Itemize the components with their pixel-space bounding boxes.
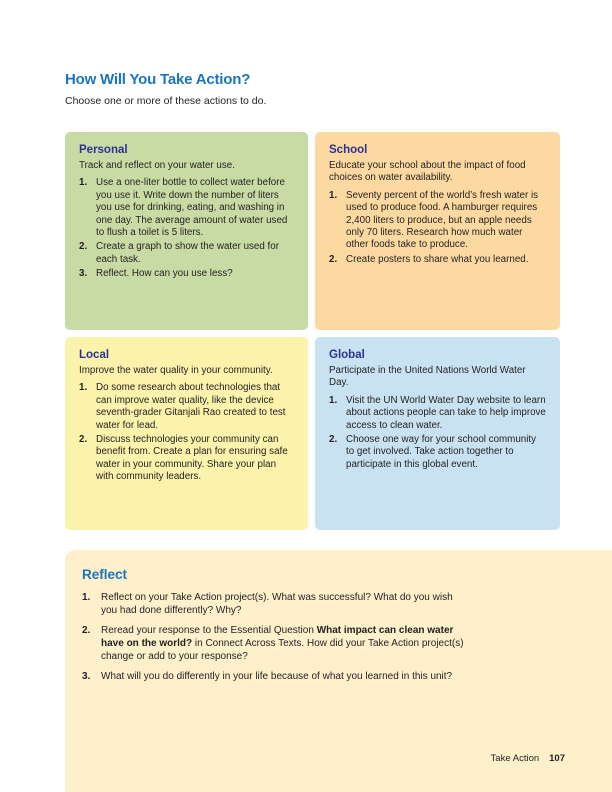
item-text: Create a graph to show the water used for each task. xyxy=(96,241,279,265)
item-number: 1. xyxy=(79,177,88,189)
item-text: Do some research about technologies that can improve water quality, like the device seventh-grader Gitanjali Rao created to test water for lead. xyxy=(96,382,286,431)
list-item xyxy=(79,177,294,239)
box-intro: Improve the water quality in your community. xyxy=(79,365,273,376)
box-list xyxy=(329,395,546,471)
item-text-pre: Reflect on your Take Action project(s). What was successful? What do you wish you had done differently? Why? xyxy=(101,592,453,616)
item-number: 2. xyxy=(79,434,88,446)
box-list xyxy=(79,177,294,280)
item-text: Choose one way for your school community to get involved. Take action together to participate in this global event. xyxy=(346,434,537,470)
item-text: Seventy percent of the world’s fresh water is used to produce food. A hamburger requires 2,400 liters to produce, but an apple needs only 70 liters. Research how much water other foods take to produce. xyxy=(346,189,539,251)
item-text: Discuss technologies your community can benefit from. Create a plan for ensuring safe water in your community. Share your plan with community leaders. xyxy=(96,434,288,483)
box-intro: Educate your school about the impact of food choices on water availability. xyxy=(329,160,526,184)
action-box-school xyxy=(315,132,560,330)
item-text-pre: Reread your response to the Essential Question xyxy=(101,625,317,636)
item-text: Create posters to share what you learned. xyxy=(346,253,529,265)
item-text: Use a one-liter bottle to collect water before you use it. Write down the number of liters you use for drinking, eating, and washing in one day. The average amount of water used to flush a toilet is 5 liters. xyxy=(96,177,288,239)
list-item xyxy=(82,591,464,617)
item-text: Reflect. How can you use less? xyxy=(96,268,233,280)
item-number: 3. xyxy=(82,671,91,682)
list-item xyxy=(79,241,294,266)
item-number: 2. xyxy=(82,625,91,636)
item-text xyxy=(101,591,464,617)
item-number: 2. xyxy=(79,241,88,253)
item-text xyxy=(101,624,464,663)
list-item xyxy=(329,190,546,252)
item-text-bold: What impact can clean water have on the world? xyxy=(101,625,454,649)
page-subtitle: Choose one or more of these actions to do. xyxy=(65,95,267,107)
list-item xyxy=(79,434,294,484)
list-item xyxy=(82,670,464,683)
box-title: Personal xyxy=(79,144,128,156)
box-title: Local xyxy=(79,349,110,361)
item-number: 1. xyxy=(82,592,91,603)
item-text-pre: What will you do differently in your life because of what you learned in this unit? xyxy=(101,671,453,682)
item-number: 3. xyxy=(79,268,88,280)
item-text xyxy=(101,670,464,683)
box-list xyxy=(79,382,294,483)
box-intro: Track and reflect on your water use. xyxy=(79,160,235,171)
page-title: How Will You Take Action? xyxy=(65,71,251,88)
list-item xyxy=(329,395,546,432)
list-item xyxy=(79,268,294,280)
action-box-local xyxy=(65,337,308,530)
item-number: 1. xyxy=(329,394,338,406)
list-item xyxy=(329,254,546,266)
box-title: Global xyxy=(329,349,365,361)
item-text: Visit the UN World Water Day website to learn about actions people can take to help improve access to clean water. xyxy=(346,394,546,431)
reflect-title: Reflect xyxy=(82,567,128,582)
item-number: 1. xyxy=(79,382,88,394)
list-item xyxy=(79,382,294,432)
action-box-global xyxy=(315,337,560,530)
item-text-post: in Connect Across Texts. How did your Take Action project(s) change or add to your response? xyxy=(101,638,464,662)
list-item xyxy=(82,624,464,663)
item-number: 2. xyxy=(329,434,338,446)
footer-page-number: 107 xyxy=(549,753,565,764)
reflect-list xyxy=(82,591,464,683)
action-box-personal xyxy=(65,132,308,330)
action-boxes-grid xyxy=(65,132,560,530)
header xyxy=(65,71,545,107)
item-number: 1. xyxy=(329,189,338,201)
list-item xyxy=(329,434,546,471)
item-number: 2. xyxy=(329,253,338,265)
footer-section-label: Take Action xyxy=(490,753,540,764)
box-title: School xyxy=(329,144,368,156)
box-list xyxy=(329,190,546,266)
box-intro: Participate in the United Nations World Water Day. xyxy=(329,365,526,389)
page-footer xyxy=(491,753,565,764)
